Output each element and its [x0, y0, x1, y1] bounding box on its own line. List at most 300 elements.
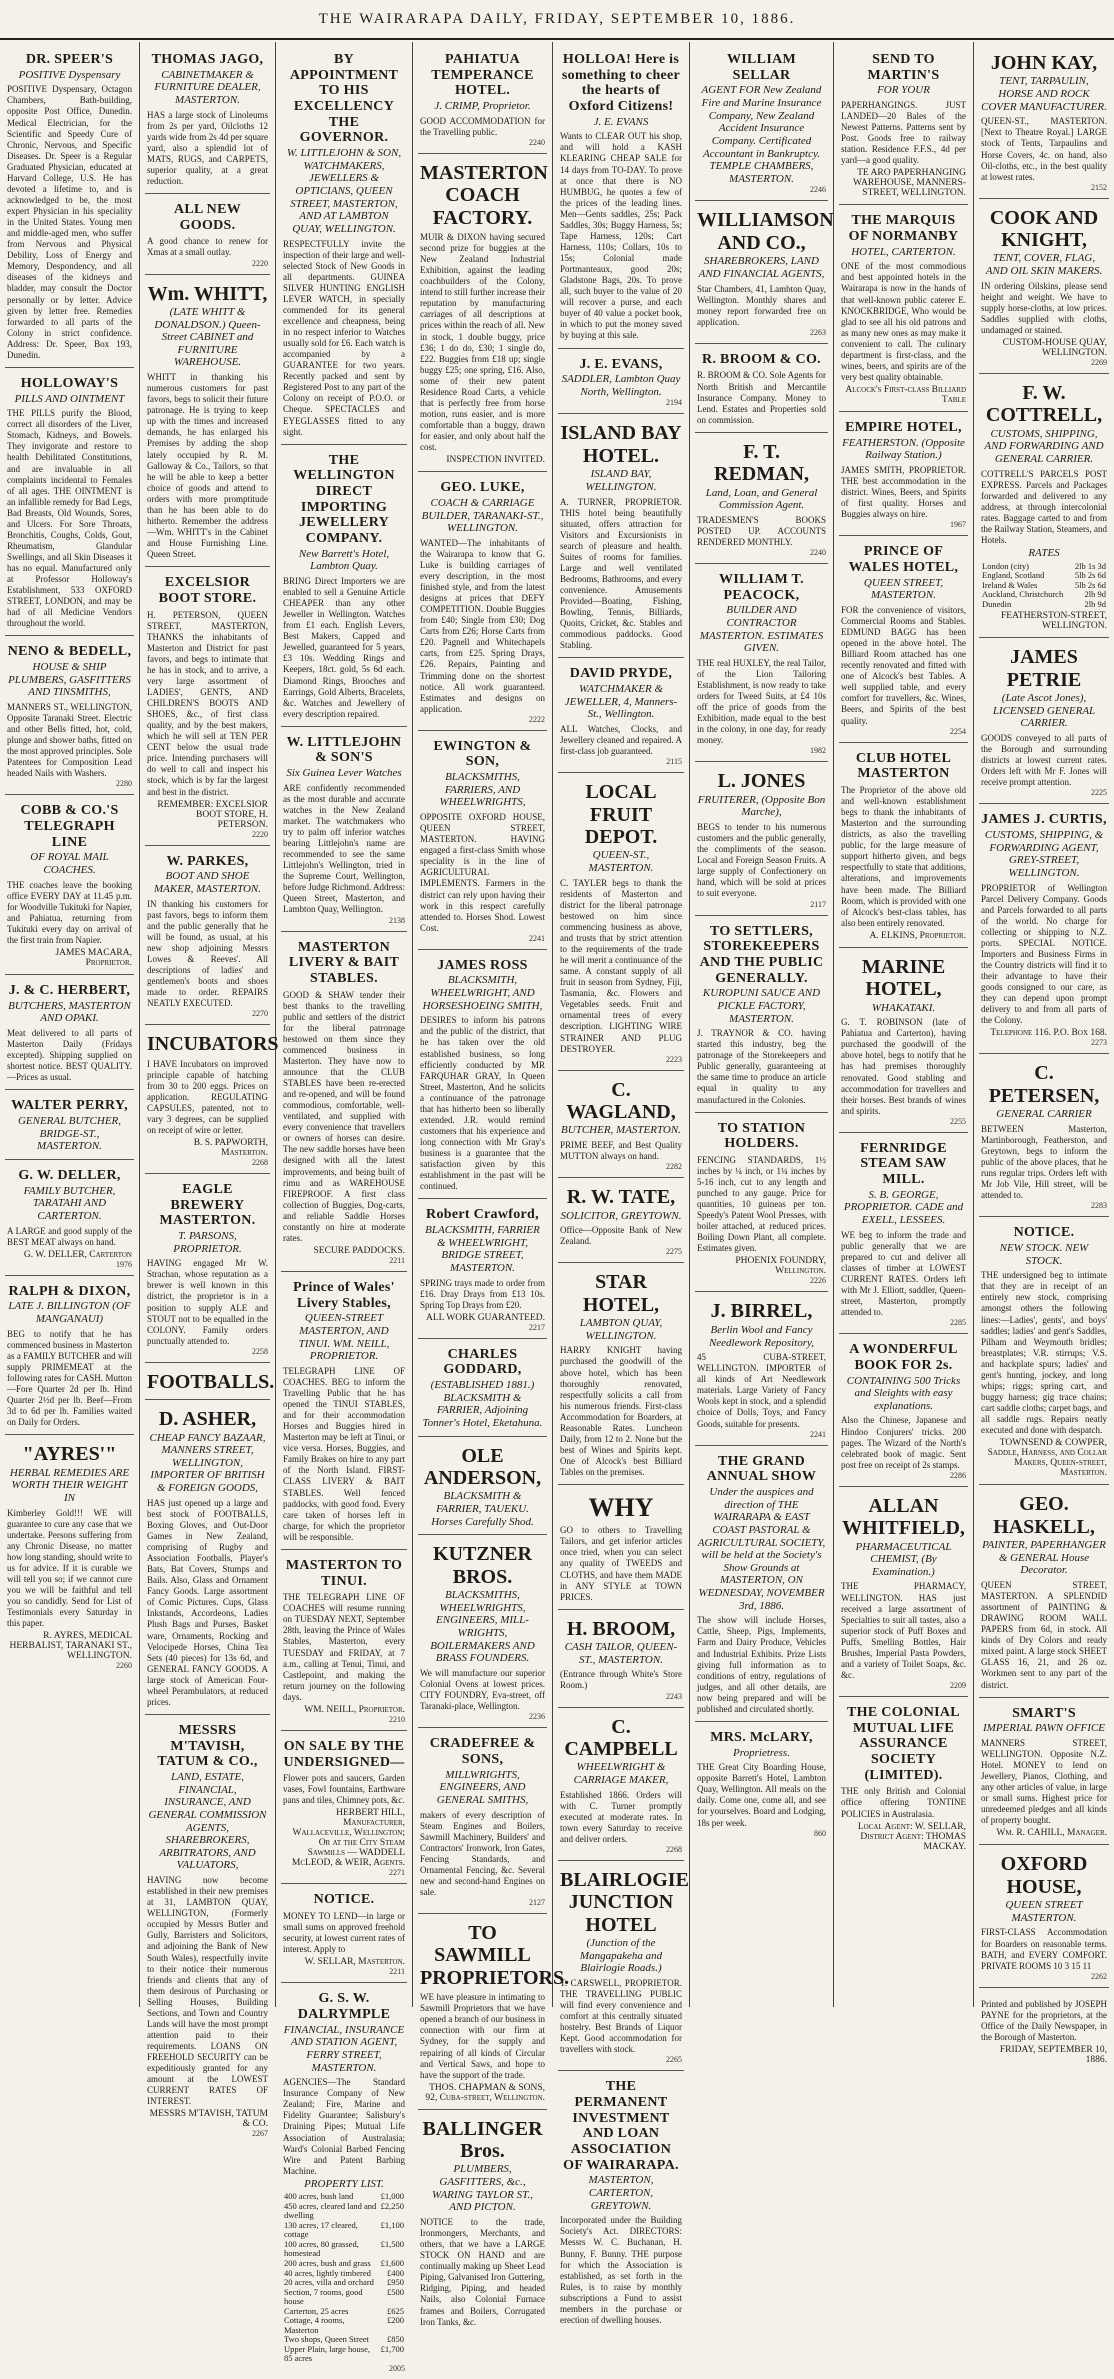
ad-body-text: A good chance to renew for Xmas at a small outlay.	[147, 236, 268, 258]
ad-subheading: GENERAL BUTCHER, BRIDGE-ST., MASTERTON.	[17, 1115, 122, 1153]
ad-reference-number: 2117	[810, 899, 826, 909]
ad-subheading: FAMILY BUTCHER, TARATAHI AND CARTERTON.	[23, 1184, 116, 1222]
ad-body-text: T. CARSWELL, PROPRIETOR. THE TRAVELLING PUBLIC will find every convenience and comfort at this centrally situated hostelry. Best Brands of Liquor Kept. Good accommodation for travellers with stock.	[560, 1977, 682, 2055]
ad-heading: Prince of Wales' Livery Stables,	[293, 1279, 395, 1311]
ad-subheading: SADDLER, Lambton Quay North, Wellington.	[561, 373, 681, 398]
ad-body-text: FENCING STANDARDS, 1½ inches by ¼ inch, or 1¼ inches by 5-16 inch, cut to any length and punched to any gauge. Price for quantities, 10 guineas per ton. Speedy's Patent Wool Presses, with boiler attached, at reduced prices. Boiling Down Plant, all complete. Estimates given.	[697, 1154, 826, 1254]
ad-subheading: BUTCHERS, MASTERTON AND OPAKI.	[8, 999, 131, 1025]
ad-body-text: THE PILLS purify the Blood, correct all disorders of the Liver, Stomach, Kidneys, and Bowels. They invigorate and restore to health Debilitated Constitutions, and are invaluable in all complaints incidental to Females of all ages. THE OINTMENT is an infallible remedy for Bad Legs, Bad Breasts, Old Wounds, Sores, and Ulcers. For Sore Throats, Bronchitis, Coughs, Colds, Gout, Rheumatism, Glandular Swellings, and all Skin Diseases it has no equal. Manufactured only at Professor Holloway's Establishment, 533 OXFORD STREET, LONDON, and may be had of all Medicine Vendors throughout the world.	[7, 408, 132, 629]
ad-heading: KUTZNER BROS.	[433, 1543, 532, 1588]
ad-subheading: S. B. GEORGE, PROPRIETOR. CADE and EXELL, LESSEES.	[843, 1188, 964, 1227]
advertisement	[558, 2075, 684, 2332]
ad-subheading: Under the auspices and direction of THE WAIRARAPA & EAST COAST PASTORAL & AGRICULTURAL SOCIETY, will be held at the Society's Show Grounds at MASTERTON, ON WEDNESDAY, NOVEMBER 3rd, 1886.	[697, 1485, 826, 1612]
ad-reference-number: 2258	[252, 1346, 268, 1356]
ad-body-text: Flower pots and saucers, Garden vases, Fowl fountains, Earthware pans and tiles, Chimney pots, &c.	[283, 1773, 405, 1806]
ad-reference-number: 2269	[1091, 358, 1107, 368]
price-cell: £625	[387, 2305, 404, 2316]
ad-heading: INCUBATORS	[147, 1033, 279, 1056]
ad-subheading: IMPERIAL PAWN OFFICE	[983, 1722, 1105, 1735]
ad-reference-number: 2138	[389, 915, 405, 925]
ad-subheading: W. LITTLEJOHN & SON, WATCHMAKERS, JEWELLERS & OPTICIANS, QUEEN STREET, MASTERTON, AND AT LAMBTON QUAY, WELLINGTON.	[286, 147, 402, 235]
ad-body-text: TELEGRAPH LINE OF COACHES. BEG to inform the Travelling Public that he has opened the TINUI STABLES, and for their accommodation Horses and Buggies hired in Masterton may be left at Tinui, or vice versa. Horses, Buggies, and Family Brakes on hire to any part of the North Island. FIRST-CLASS LIVERY & BAIT STABLES. Well fenced paddocks, with good food. Every care taken of horses left in charge, for which the proprietor will be responsible.	[283, 1365, 405, 1542]
advertisement	[281, 1276, 407, 1550]
ad-body-text: 45 CUBA-STREET, WELLINGTON. IMPORTER of all kinds of Art Needlework materials. Large Variety of Fancy Wools kept in stock, and a splendid choice of Dolls, Toys, and Fancy Goods, suitable for presents.	[697, 1352, 826, 1429]
ad-body-text: POSITIVE Dyspensary, Octagon Chambers, Bath-building, opposite Post Office, Dunedin. Medical Electrician, for the Scientific and Speedy Cure of Chronic, Nervous, and Specific Diseases. Dr. Speer is a Regular Graduated Physician, educated at Harvard College, U.S. He has devoted a lifetime to, and is acknowledged to be, the most expert Physician in his speciality in the United States. Young men and middle-aged men, who suffer from Nervous and Physical Debility, Loss of Energy and Memory, Despondency, and all diseases of the kidneys and bladder, may consult the Doctor personally or by letter. Advice given by letter free. Remedies forwarded to all parts of the Colony in strict confidence. Address: Dr. Speer, Box 193, Dunedin.	[7, 84, 132, 360]
advertisement	[145, 279, 270, 568]
ad-body-text: HAVING now become established in their new premises at 31, LAMBTON QUAY, WELLINGTON, (Formerly occupied by Messrs Butler and Gully, Barristers and Solicitors, and adjoining the Bank of New South Wales), respectfully invite to their notice their numerous friends and clients that any of them desirous of Purchasing or Selling Houses, Building Sections, and Town and Country Lands will have the most prompt attention paid to their requirements. LOANS ON FREEHOLD SECURITY can be expeditiously granted for any amount at the LOWEST CURRENT RATES OF INTEREST.	[147, 1875, 268, 2107]
advertisement	[979, 378, 1109, 638]
ad-body-text: Wants to CLEAR OUT his shop, and will hold a KASH KLEARING CHEAP SALE for 14 days from TO-DAY. To prove at once that there is NO HUMBUG, he quotes a few of the prices of the leading lines. Men—Gents saddles, 25s; Pack Saddles, 30s; Buggy Harness, 5s; Tape Harness, 120s; Cart Harness, 110s; Collars, 10s to 15s; Colonial made Portmanteaux, good 20s; Gladstone Bags, 20s. To prove all, such buyer to the value of 20 will recover a purse, and each buyer of 40 value a pocket book, in which to put the money saved by buying at this sale.	[560, 131, 682, 341]
ad-signature: W. SELLAR, Masterton.	[304, 1957, 405, 1968]
item-cell: Upper Plain, large house, 85 acres	[284, 2343, 371, 2364]
column-2	[140, 42, 279, 2139]
ad-signature: Alcock's First-class Billiard Table	[845, 385, 966, 406]
advertisement	[558, 418, 684, 658]
advertisement	[418, 1732, 547, 1914]
ad-signature: MESSRS M'TAVISH, TATUM & CO.	[149, 2109, 268, 2130]
price-cell: £1,500	[380, 2238, 404, 2249]
ad-subheading: HOTEL, CARTERTON.	[851, 245, 956, 258]
ad-subheading: FRUITERER, (Opposite Bon Marche),	[697, 793, 826, 819]
ad-heading: GEO. HASKELL,	[993, 1493, 1095, 1538]
ad-body-text: (Entrance through White's Store Room.)	[560, 1669, 682, 1691]
ad-subheading: CUSTOMS, SHIPPING, AND FORWARDING AND GENERAL CARRIER.	[984, 427, 1104, 466]
price-cell: 5lb 2s 6d	[1074, 579, 1106, 590]
ad-subheading: (Junction of the Mangapakeha and Blairlogie Roads.)	[579, 1937, 663, 1975]
advertisement	[418, 1918, 570, 2110]
ad-heading: DR. SPEER'S	[25, 52, 114, 67]
ad-subheading: WHEELWRIGHT & CARRIAGE MAKER,	[573, 1761, 669, 1786]
price-cell: £1,700	[380, 2343, 404, 2354]
ad-body-text: BETWEEN Masterton, Martinborough, Featherston, and Greytown, begs to inform the public of the above places, that he runs regular trips. Orders left with Mr Job Vile, Hill street, will be attended to.	[981, 1123, 1107, 1201]
column-5	[553, 42, 690, 2325]
advertisement	[979, 203, 1109, 374]
advertisement	[839, 540, 968, 742]
ad-signature: THOS. CHAPMAN & SONS, 92, Cuba-street, Wellington.	[425, 2082, 545, 2103]
ad-subheading: BOOT AND SHOE MAKER, MASTERTON.	[153, 870, 262, 895]
ad-reference-number: 2225	[1091, 788, 1107, 798]
ad-subheading: PILLS AND OINTMENT	[14, 392, 125, 405]
ad-heading: TO STATION HOLDERS.	[717, 1120, 806, 1152]
ad-body-text: GO to others to Travelling Tailors, and get inferior articles once tried, when you can select any quality of TWEEDS and CLOTHS, and have them MADE in ANY STYLE at TOWN PRICES.	[560, 1525, 682, 1602]
ad-body-text: GOOD ACCOMMODATION for the Travelling public.	[420, 115, 545, 137]
ad-heading: OLE ANDERSON,	[423, 1444, 542, 1490]
ad-heading: THE GRAND ANNUAL SHOW	[706, 1453, 817, 1485]
ad-heading: CRADEFREE & SONS,	[429, 1736, 536, 1767]
ad-reference-number: 860	[814, 1828, 826, 1838]
item-cell: 450 acres, cleared land and dwelling	[284, 2200, 377, 2221]
advertisement	[5, 799, 134, 975]
ad-body-text: PRIME BEEF, and Best Quality MUTTON always on hand.	[560, 1140, 682, 1162]
ad-reference-number: 2222	[529, 714, 545, 724]
ad-subheading: J. CRIMP, Proprietor.	[434, 100, 531, 113]
ad-body-text: WE have pleasure in intimating to Sawmill Proprietors that we have opened a branch of our business in connection with our firm at Sydney, for the supply and repairing of all kinds of Circular and Vertical Saws, and hope to have the support of the trade.	[420, 1992, 545, 2080]
advertisement	[5, 640, 134, 795]
advertisement	[281, 1554, 407, 1731]
ad-reference-number: 1967	[950, 520, 966, 530]
ad-heading: WILLIAM T. PEACOCK,	[719, 572, 804, 603]
ad-body-text: QUEEN STREET, MASTERTON. A SPLENDID assortment of PAINTING & DRAWING ROOM WALL PAPERS from 6d, in stock. All kinds of Dry Colors and ready mixed paint. A large stock SHEET GLASS 16, 21, and 26 oz. Workmen sent to any part of the district.	[981, 1579, 1107, 1690]
item-cell: Cottage, 4 rooms, Masterton	[284, 2315, 345, 2335]
ad-subheading: MASTERTON, CARTERTON, GREYTOWN.	[588, 2174, 654, 2212]
advertisement	[558, 353, 684, 415]
ad-heading: WILLIAM SELLAR	[727, 52, 796, 83]
ad-heading: L. JONES	[717, 770, 806, 793]
ad-subheading: COACH & CARRIAGE BUILDER, TARANAKI-ST., WELLINGTON.	[421, 496, 544, 535]
ad-signature: TOWNSEND & COWPER, Saddle, Harness, and Collar Makers, Queen-street, Masterton.	[987, 1438, 1107, 1479]
table-title: PROPERTY LIST.	[304, 2177, 384, 2190]
advertisement	[558, 662, 684, 773]
ad-heading: C. WAGLAND,	[566, 1078, 676, 1124]
advertisement	[281, 1987, 407, 2378]
table-row	[981, 600, 1107, 610]
advertisement	[979, 48, 1109, 199]
ad-subheading: BUTCHER, MASTERTON.	[561, 1124, 681, 1137]
ad-reference-number: 2273	[1091, 1038, 1107, 1048]
newspaper-columns	[0, 42, 1114, 2373]
ad-subheading: BUILDER AND CONTRACTOR MASTERTON. ESTIMATES GIVEN.	[699, 604, 824, 655]
ad-heading: LOCAL FRUIT DEPOT.	[584, 781, 658, 848]
ad-signature: PHOENIX FOUNDRY, Wellington.	[735, 1256, 826, 1277]
ad-heading: FERNRIDGE STEAM SAW MILL.	[860, 1140, 947, 1188]
table-row	[283, 2345, 405, 2364]
ad-reference-number: 2270	[252, 1009, 268, 1019]
ad-heading: R. W. TATE,	[566, 1186, 676, 1209]
advertisement	[695, 348, 828, 433]
ad-heading: THE COLONIAL MUTUAL LIFE ASSURANCE SOCIETY (LIMITED).	[847, 1705, 960, 1783]
advertisement	[5, 1280, 134, 1436]
ad-heading: STAR HOTEL,	[582, 1271, 660, 1316]
ad-heading: SEND TO MARTIN'S	[867, 52, 940, 83]
advertisement	[145, 1178, 270, 1363]
advertisement	[839, 1491, 968, 1697]
ad-body-text: G. T. ROBINSON (late of Pahiatua and Carterton), having purchased the goodwill of the above hotel, begs to notify that he has had premises thoroughly renovated. Good stabling and accommodation for travellers and their horses. Best brands of wines and spirits.	[841, 1017, 966, 1116]
ad-body-text: makers of every description of Steam Engines and Boilers, Sawmill Machinery, Builders' and Contractors' Ironwork, Iron Gates, Fencing Standards, and Ornamental Fencing, &c. Several new and second-hand Engines on sale.	[420, 1809, 545, 1897]
ad-body-text: ARE confidently recommended as the most durable and accurate watches in the New Zealand market. The watchmakers who try to palm off inferior watches bearing Littlejohn's name are recommended to see the same Littlejohn's Wellington, tried in the Supreme Court, Wellington, before Judge Richmond. Address: Queen Street, Masterton, and Lambton Quay, Wellington.	[283, 782, 405, 915]
ad-body-text: THE real HUXLEY, the real Tailor, of the Lion Tailoring Establishment, is now ready to take orders for Tweed Suits, at £4 10s off the price of goods from the Exhibition, made equal to the best in the colony, in one day, for ready money.	[697, 657, 826, 746]
advertisement	[5, 48, 134, 368]
table-row	[283, 2221, 405, 2240]
table-row	[283, 2202, 405, 2221]
ad-subheading: (ESTABLISHED 1881.) BLACKSMITH & FARRIER, Adjoining Tonner's Hotel, Eketahuna.	[422, 1379, 543, 1430]
ad-reference-number: 2209	[950, 1681, 966, 1691]
ad-heading: MESSRS M'TAVISH, TATUM & CO.,	[157, 1722, 258, 1770]
item-cell: Dunedin	[982, 598, 1012, 609]
advertisement	[418, 2114, 547, 2334]
ad-heading: D. ASHER,	[158, 1408, 257, 1431]
item-cell: Carterton, 25 acres	[284, 2305, 349, 2316]
ad-subheading: AGENT FOR New Zealand Fire and Marine Insurance Company, New Zealand Accident Insurance Company. Certificated Accountant in Bankruptcy. TEMPLE CHAMBERS, MASTERTON.	[701, 84, 822, 185]
ad-heading: G. W. DELLER,	[18, 1168, 121, 1183]
ad-reference-number: 2246	[810, 185, 826, 195]
ad-subheading: T. PARSONS, PROPRIETOR.	[173, 1229, 242, 1255]
item-cell: London (city)	[982, 560, 1029, 571]
ad-heading: G. S. W. DALRYMPLE	[297, 1991, 391, 2022]
advertisement	[979, 1058, 1109, 1217]
ad-subheading: Six Guinea Lever Watches	[286, 767, 402, 780]
ad-signature: HERBERT HILL, Manufacturer, Wallaceville, Wellington; Or at the City Steam Sawmills — WADDELL McLEOD, & WEIR, Agents.	[291, 1808, 405, 1869]
ad-body-text: Office—Opposite Bank of New Zealand.	[560, 1225, 682, 1247]
ad-reference-number: 2223	[666, 1054, 682, 1064]
ad-heading: HOLLOA! Here is something to cheer the hearts of Oxford Citizens!	[561, 52, 681, 115]
ad-body-text: MANNERS STREET, WELLINGTON. Opposite N.Z. Hotel. MONEY to lend on Jewellery, Pianos, Clothing, and any other articles of value, in large or small sums. Highest price for unredeemed pledges and all kinds of property bought.	[981, 1737, 1107, 1826]
item-cell: 40 acres, lightly timbered	[284, 2267, 371, 2278]
ad-heading: COBB & CO.'S TELEGRAPH LINE	[20, 803, 119, 850]
ad-reference-number: 2115	[666, 757, 682, 767]
ad-reference-number: 2268	[666, 1844, 682, 1854]
ad-body-text: MUIR & DIXON having secured second prize for buggies at the New Zealand Industrial Exhibition, against the leading coachbuilders of the Colony, intend to still further increase their reputation by manufacturing carriages of all descriptions at prices within the reach of all. New in stock, 1 double buggy, price £36; 1 do do, £30; 1 single do, £22. Buggies from £18 up; single buggy £25; one spring, £16. Also, some of their new patent Residence Road Carts, a vehicle that is perfectly free from horse motion, runs easier, and is more comfortable than a buggy, drawn for easier, and only about half the cost.	[420, 231, 545, 453]
ad-heading: CLUB HOTEL MASTERTON	[855, 750, 952, 782]
ad-subheading: QUEEN STREET, MASTERTON.	[863, 576, 944, 602]
item-cell: Section, 7 rooms, good house	[284, 2286, 363, 2307]
ad-heading: MASTERTON TO TINUI.	[285, 1557, 403, 1589]
ad-heading: ALLAN WHITFIELD,	[842, 1494, 965, 1540]
ad-body-text: RESPECTFULLY invite the inspection of their large and well-selected Stock of New Goods in all departments. GUINEA SILVER HUNTING ENGLISH LEVER WATCH, in specially commended for its general excellence and cheapness, being in no respect inferior to Watches usually sold for £6. Each watch is accompanied by a GUARANTEE for two years. Recently packed and sent by Registered Post to any part of the Colony on receipt of P.O.O. or Cheque. SPECTACLES and EYEGLASSES fitted to any sight.	[283, 238, 405, 437]
advertisement	[979, 1489, 1109, 1697]
ad-reference-number: 2194	[666, 398, 682, 408]
table-row	[283, 2288, 405, 2307]
column-4	[413, 42, 570, 2327]
ad-heading: EXCELSIOR BOOT STORE.	[158, 575, 257, 606]
ad-heading: F. W. COTTRELL,	[985, 382, 1103, 427]
advertisement	[839, 952, 968, 1133]
advertisement	[695, 437, 828, 564]
ad-heading: W. LITTLEJOHN & SON'S	[286, 734, 402, 766]
ad-heading: C. CAMPBELL	[564, 1715, 678, 1760]
advertisement	[418, 1539, 547, 1728]
ad-reference-number: 2265	[666, 2055, 682, 2065]
advertisement	[839, 1701, 968, 1858]
ad-signature: Wm. R. CAHILL, Manager.	[996, 1828, 1107, 1839]
advertisement	[145, 1029, 279, 1174]
ad-body-text: Also the Chinese, Japanese and Hindoo Conjurers' tricks. 200 pages. The Wizard of the North's celebrated book of magic. Sent post free on receipt of 2s stamps.	[841, 1415, 966, 1470]
ad-subheading: FINANCIAL, INSURANCE AND STATION AGENT, FERRY STREET, MASTERTON.	[283, 2023, 405, 2074]
advertisement	[418, 476, 547, 731]
advertisement	[979, 1992, 1109, 2071]
ad-body-text: Incorporated under the Building Society's Act. DIRECTORS: Messrs W. C. Buchanan, H. Bunny, F. Bunny. THE purpose for which the Association is established, as set forth in the Rules, is to raise by monthly subscriptions a Fund to assist members in the purchase or erection of dwelling houses.	[560, 2215, 682, 2325]
ad-reference-number: 2275	[666, 1247, 682, 1257]
ad-body-text: DESIRES to inform his patrons and the public of the district, that he has taken over the old established business, so long efficiently conducted by MR FARQUHAR GRAY, In Queen Street, Masterton, And he solicits a continuance of the patronage that has hitherto been so liberally extended. J.R. would remind customers that his experience and long connection with Mr Gray's business is a guarantee that the satisfaction given by this establishment in the past will be continued.	[420, 1015, 545, 1192]
ad-body-text: PAPERHANGINGS. JUST LANDED—20 Bales of the Newest Patterns. Patterns sent by Post. Goods free to railway station. Residence F.F.S., 4d per yard—a good quality.	[841, 99, 966, 166]
ad-body-text: BRING Direct Importers we are enabled to sell a Genuine Article CHEAPER than any other Jeweller in Wellington. Watches from £1 each. English Levers, Best Makers, Capped and Jewelled, guaranteed for 5 years, £3 10s. Wedding Rings and Keepers, 18ct. gold, 5s 6d each. Diamond Rings, Brooches and Earrings, Gold Alberts, Bracelets, &c. Watches and Jewellery of every description repaired.	[283, 575, 405, 719]
ad-reference-number: 2210	[389, 1714, 405, 1724]
ad-subheading: WATCHMAKER & JEWELLER, 4, Manners-St., Wellington.	[564, 683, 678, 721]
advertisement	[695, 766, 828, 915]
advertisement	[979, 642, 1109, 804]
ad-heading: F. T. REDMAN,	[714, 440, 809, 486]
ad-body-text: SPRING trays made to order from £16. Dray Drays from £13 10s. Spring Top Drays from £20.	[420, 1277, 545, 1310]
advertisement	[695, 205, 834, 343]
item-cell: Two shops, Queen Street	[284, 2334, 369, 2345]
advertisement	[558, 1267, 684, 1485]
ad-heading: JAMES ROSS	[437, 957, 528, 973]
ad-subheading: J. E. EVANS	[593, 115, 649, 128]
item-cell: 200 acres, bush and grass	[284, 2258, 371, 2268]
ad-heading: Robert Crawford,	[426, 1207, 539, 1223]
price-cell: £950	[387, 2277, 404, 2288]
ad-body-text: H. PETERSON, QUEEN STREET, MASTERTON, THANKS the inhabitants of Masterton and District for past favors, and begs to intimate that he has in stock, and to arrive, a very large assortment of LADIES', GENTS, AND CHILDREN'S BOOTS AND SHOES, &c., of first class quality, and by the best makers, which he will sell at TEN PER CENT below the usual trade price. Intending purchasers will do well to call and inspect his stock, which is by far the largest and best in the district.	[147, 609, 268, 797]
ad-heading: PRINCE OF WALES HOTEL,	[848, 544, 959, 575]
advertisement	[281, 449, 407, 727]
ad-subheading: CABINETMAKER & FURNITURE DEALER, MASTERTON.	[154, 68, 261, 106]
ad-heading: MRS. McLARY,	[710, 1729, 813, 1745]
ad-heading: ISLAND BAY HOTEL.	[560, 422, 682, 467]
ad-body-text: ALL Watches, Clocks, and Jewellery cleaned and repaired. A first-class job guaranteed.	[560, 724, 682, 757]
ad-signature: Local Agent: W. SELLAR, District Agent: THOMAS MACKAY.	[857, 1821, 966, 1852]
ad-heading: EWINGTON & SON,	[433, 738, 532, 770]
ad-subheading: LAMBTON QUAY, WELLINGTON.	[579, 1317, 663, 1342]
advertisement	[979, 1221, 1109, 1485]
ad-heading: THE MARQUIS OF NORMANBY	[848, 213, 959, 245]
table-title: RATES	[1028, 547, 1060, 560]
ad-reference-number: 2254	[950, 726, 966, 736]
ad-heading: TO SAWMILL PROPRIETORS.	[420, 1922, 570, 1989]
ad-subheading: (Late Ascot Jones), LICENSED GENERAL CARRIER.	[992, 692, 1096, 730]
item-cell: 400 acres, bush land	[284, 2191, 354, 2202]
advertisement	[558, 1182, 684, 1263]
ad-reference-number: 2005	[389, 2363, 405, 2373]
ad-reference-number: 2226	[810, 1276, 826, 1286]
ad-reference-number: 2240	[810, 548, 826, 558]
ad-body-text: AGENCIES—The Standard Insurance Company of New Zealand; Fire, Marine and Fidelity Guarantee; Salisbury's Draining Pipes; Mutual Life Association of Australasia; Ward's Colonial Barbed Fencing Wire and Patent Barbing Machine.	[283, 2077, 405, 2176]
ad-body-text: Established 1866. Orders will with C. Turner promptly executed at moderate rates. In town every Saturday to receive and deliver orders.	[560, 1789, 682, 1844]
advertisement	[281, 1888, 407, 1983]
ad-body-text: IN ordering Oilskins, please send height and weight. We have to supply horse-cloths, at low prices. Saddles supplied with cloths, undamaged or stained.	[981, 280, 1107, 335]
ad-heading: EAGLE BREWERY MASTERTON.	[159, 1181, 256, 1229]
advertisement	[839, 1137, 968, 1334]
ad-body-text: OPPOSITE OXFORD HOUSE, QUEEN STREET, MASTERTON. HAVING engaged a first-class Smith whose speciality is in the line of AGRICULTURAL IMPLEMENTS. Farmers in the district can rely upon having their work in this respect carefully attended to. Horses Shod. Lowest Cost.	[420, 812, 545, 933]
advertisement	[281, 936, 407, 1272]
ad-reference-number: 2255	[950, 1116, 966, 1126]
ad-body-text: MONEY TO LEND—in large or small sums on approved freehold security, at lowest current rates of interest. Apply to	[283, 1911, 405, 1955]
ad-reference-number: 1982	[810, 746, 826, 756]
ad-subheading: FOR YOUR	[877, 84, 930, 97]
ad-heading: BY APPOINTMENT TO HIS EXCELLENCY THE GOVERNOR.	[289, 52, 399, 146]
advertisement	[979, 808, 1109, 1054]
ad-subheading: PAINTER, PAPERHANGER & GENERAL House Decorator.	[982, 1539, 1106, 1577]
ad-body-text: COTTRELL'S PARCELS POST EXPRESS. Parcels and Packages forwarded and delivered to any address, at through intercolonial rates. Baggage carted to and from the Railway Station, Steamers, and Hotels.	[981, 468, 1107, 546]
ad-reference-number: 2127	[529, 1898, 545, 1908]
ad-body-text: TRADESMEN'S BOOKS POSTED UP. ACCOUNTS RENDERED MONTHLY.	[697, 514, 826, 547]
ad-reference-number: 2220	[252, 258, 268, 268]
ad-heading: TO SETTLERS, STOREKEEPERS AND THE PUBLIC GENERALLY.	[699, 923, 824, 986]
ad-body-text: THE only British and Colonial office offering TONTINE POLICIES in Australasia.	[841, 1786, 966, 1819]
ad-heading: MASTERTON LIVERY & BAIT STABLES.	[288, 939, 400, 986]
item-cell: 100 acres, 80 grassed, homestead	[284, 2238, 359, 2259]
ad-subheading: CASH TAILOR, QUEEN-ST., MASTERTON.	[564, 1641, 678, 1666]
ad-body-text: FIRST-CLASS Accommodation for Boarders on reasonable terms. BATH, and EVERY COMFORT. PRIVATE ROOMS 10 3 15 11	[981, 1927, 1107, 1971]
advertisement	[695, 1450, 828, 1722]
ad-reference-number: 2285	[950, 1318, 966, 1328]
price-cell: £400	[387, 2267, 404, 2278]
ad-body-text: FOR the convenience of visitors, Commercial Rooms and Stables. EDMUND BAGG has been opened in the above hotel. The Billiard Room attached has one recently renovated and fitted with one of Alcock's best Tables. A well supplied table, and every comfort for travellers, &c. Wines, Beers, and Spirits of the best quality.	[841, 604, 966, 726]
ad-subheading: CUSTOMS, SHIPPING, & FORWARDING AGENT, GREY-STREET, WELLINGTON.	[984, 829, 1104, 880]
advertisement	[558, 1614, 684, 1708]
advertisement	[418, 1203, 547, 1338]
ad-heading: A WONDERFUL BOOK FOR 2s.	[849, 1342, 958, 1373]
ad-body-text: WE beg to inform the trade and public generally that we are prepared to cut and deliver all classes of timber at LOWEST CURRENT RATES. Orders left with Mr J. Elliott, saddler, Queen-street, Masterton, promptly attended to.	[841, 1229, 966, 1318]
ad-subheading: KUROPUNI SAUCE AND PICKLE FACTORY, MASTERTON.	[702, 987, 821, 1025]
ad-signature: WM. NEILL, Proprietor.	[304, 1704, 405, 1715]
column-8	[974, 42, 1114, 2065]
ad-body-text: THE coaches leave the booking office EVERY DAY at 11.45 p.m. for Woodville Tukituki for Napier, and Pahiatua, returning from Tukituki every day on arrival of the first train from Napier.	[7, 879, 132, 946]
ad-body-text: THE PHARMACY, WELLINGTON. HAS just received a large assortment of Specialties to suit all tastes, also a superior stock of Puff Boxes and Puffs, Smelling Bottles, Hair Brushes, Imperial Pasta Powders, and a variety of Toilet Soaps, &c. &c.	[841, 1581, 966, 1680]
ad-signature: TE ARO PAPERHANGING WAREHOUSE, MANNERS-STREET, WELLINGTON.	[853, 168, 966, 199]
ad-subheading: Proprietress.	[733, 1746, 790, 1759]
ad-heading: CHARLES GODDARD,	[443, 1346, 522, 1378]
ad-reference-number: 2211	[389, 1967, 405, 1977]
advertisement	[979, 1849, 1109, 1987]
advertisement	[695, 1726, 828, 1844]
ad-signature: JAMES MACARA, Proprietor.	[55, 948, 132, 969]
ad-reference-number: 2263	[810, 327, 826, 337]
advertisement	[5, 372, 134, 637]
advertisement	[839, 209, 968, 412]
ad-subheading: NEW STOCK. NEW STOCK.	[999, 1242, 1089, 1267]
ad-heading: WHY	[588, 1493, 654, 1523]
ad-reference-number: 2268	[252, 1157, 268, 1167]
advertisement	[418, 1441, 547, 1536]
advertisement	[839, 48, 968, 205]
ad-reference-number: 2241	[810, 1429, 826, 1439]
ad-reference-number: 2267	[252, 2129, 268, 2139]
ad-heading: SMART'S	[1012, 1705, 1076, 1721]
ad-heading: JAMES J. CURTIS,	[981, 812, 1107, 828]
item-cell: 130 acres, 17 cleared, cottage	[284, 2219, 358, 2240]
price-cell: £1,100	[380, 2219, 404, 2230]
ad-heading: ALL NEW GOODS.	[173, 202, 242, 233]
ad-reference-number: 2243	[666, 1691, 682, 1701]
ad-body-text: NOTICE to the trade, Ironmongers, Merchants, and others, that we have a LARGE STOCK ON HAND and are continually making up Sheet Lead Piping, Galvanised Iron Guttering, Ridging, Piping, and headed Nails, also Colonial Furnace frames and Boilers, Corrugated Iron Tanks, &c.	[420, 2217, 545, 2327]
ad-subheading: (LATE WHITT & DONALDSON.) Queen-Street CABINET and FURNITURE WAREHOUSE.	[154, 305, 261, 369]
advertisement	[145, 850, 270, 1026]
ad-subheading: New Barrett's Hotel, Lambton Quay.	[298, 547, 390, 573]
advertisement	[558, 1075, 684, 1179]
ad-heading: "AYRES'"	[22, 1443, 117, 1466]
ad-heading: Wm. WHITT,	[147, 282, 268, 305]
ad-body-text: The show will include Horses, Cattle, Sheep, Pigs, Implements, Farm and Dairy Produce, Vehicles and Industrial Exhibits. Prize Lists giving full information as to conditions of entry, regulations of judges, and all other details, are now being prepared and will be published and circulated shortly.	[697, 1615, 826, 1714]
ad-subheading: QUEEN-STREET MASTERTON, AND TINUI. WM. NEILL, PROPRIETOR.	[298, 1312, 390, 1363]
ad-body-text: QUEEN-ST., MASTERTON. [Next to Theatre Royal.] LARGE stock of Tents, Tarpaulins and Horse Covers, 4c. on hand, also Oil-cloths, etc., in the best quality at lowest rates.	[981, 116, 1107, 182]
ad-reference-number: 2260	[116, 1661, 132, 1671]
ad-signature: FRIDAY, SEPTEMBER 10, 1886.	[999, 2044, 1107, 2065]
advertisement	[145, 1367, 275, 1400]
ad-heading: BLAIRLOGIE JUNCTION HOTEL	[560, 1868, 689, 1936]
column-1	[0, 42, 140, 2007]
masthead	[0, 0, 1114, 40]
ad-body-text: J. TRAYNOR & CO. having started this industry, beg the patronage of the Storekeepers and Public generally, guaranteeing at the same time to produce an article equal in quality to any manufactured in the Colonies.	[697, 1028, 826, 1105]
newspaper-title: THE WAIRARAPA DAILY, FRIDAY, SEPTEMBER 10, 1886.	[318, 10, 796, 27]
ad-subheading: PHARMACEUTICAL CHEMIST, (By Examination.)	[855, 1540, 952, 1578]
ad-body-text: THE undersigned beg to intimate that they are in receipt of an entirely new stock, comprising amongst others the following lines:—Ladies', gents', and boys' saddles; ladies' and gent's Saddles, Pilham and Weymouth bridles; breastplates; V.R. stirrups; V.S. and hackplate spurs; ladies' and gent's hunting, jockey, and long whips; riggs; spring cart, and buggy harness; gig trace chains; cart saddle cloths; carpet bags, and all saddle rugs. Repairs neatly executed and done with despatch.	[981, 1270, 1107, 1436]
price-cell: £1,600	[380, 2258, 404, 2268]
ad-body-text: HAS a large stock of Linoleums from 2s per yard, Oilcloths 12 yards wide from 2s 4d per square yard, also a splendid lot of MATS, RUGS, and CARPETS, superior quality, at a great reduction.	[147, 109, 268, 186]
table-row	[283, 2240, 405, 2259]
ad-body-text: Printed and published by JOSEPH PAYNE for the proprietors, at the Office of the Daily Newspaper, in the Borough of Masterton.	[981, 1998, 1107, 2042]
ad-heading: COOK AND KNIGHT,	[989, 206, 1099, 252]
advertisement	[839, 1338, 968, 1487]
ad-signature: B. S. PAPWORTH, Masterton.	[193, 1137, 268, 1158]
ad-body-text: WHITT in thanking his numerous customers for past favors, begs to solicit their future patronage. He is trying to keep up with the times and increased demands, he has enlarged his Premises by adding the shop lately occupied by R. M. Galloway & Co., Tailors, so that he will be able to keep a better choice of goods and attend to orders with more promptitude than he has been able to do hitherto. Remember the address—Wm. WHITT's in the Cabinet and House Furnishing Line. Queen Street.	[147, 372, 268, 560]
ad-heading: GEO. LUKE,	[440, 480, 525, 496]
advertisement	[145, 1404, 270, 1715]
advertisement	[979, 1702, 1109, 1846]
price-cell: 2lb 1s 3d	[1074, 560, 1106, 571]
ad-reference-number: 2271	[389, 1868, 405, 1878]
ad-body-text: GOOD & SHAW tender their best thanks to the travelling public and settlers of the district for the liberal patronage bestowed on them since they commenced business in Masterton. They have now to announce that the CLUB STABLES have been re-erected and re-opened, and will be found commodious, comfortable, well-ventilated, and supplied with every convenience that travellers or owners of horses can desire. The new saddle horses have been designed with all the latest improvements, and being built of rimu and as WAREHOUSE FIREPROOF. A first class collection of Buggies, Dog-carts, and reliable Saddle Horses constantly on hire at moderate rates.	[283, 989, 405, 1243]
column-7	[834, 42, 974, 2007]
ad-heading: THE PERMANENT INVESTMENT AND LOAN ASSOCIATION OF WAIRARAPA.	[563, 2079, 679, 2173]
